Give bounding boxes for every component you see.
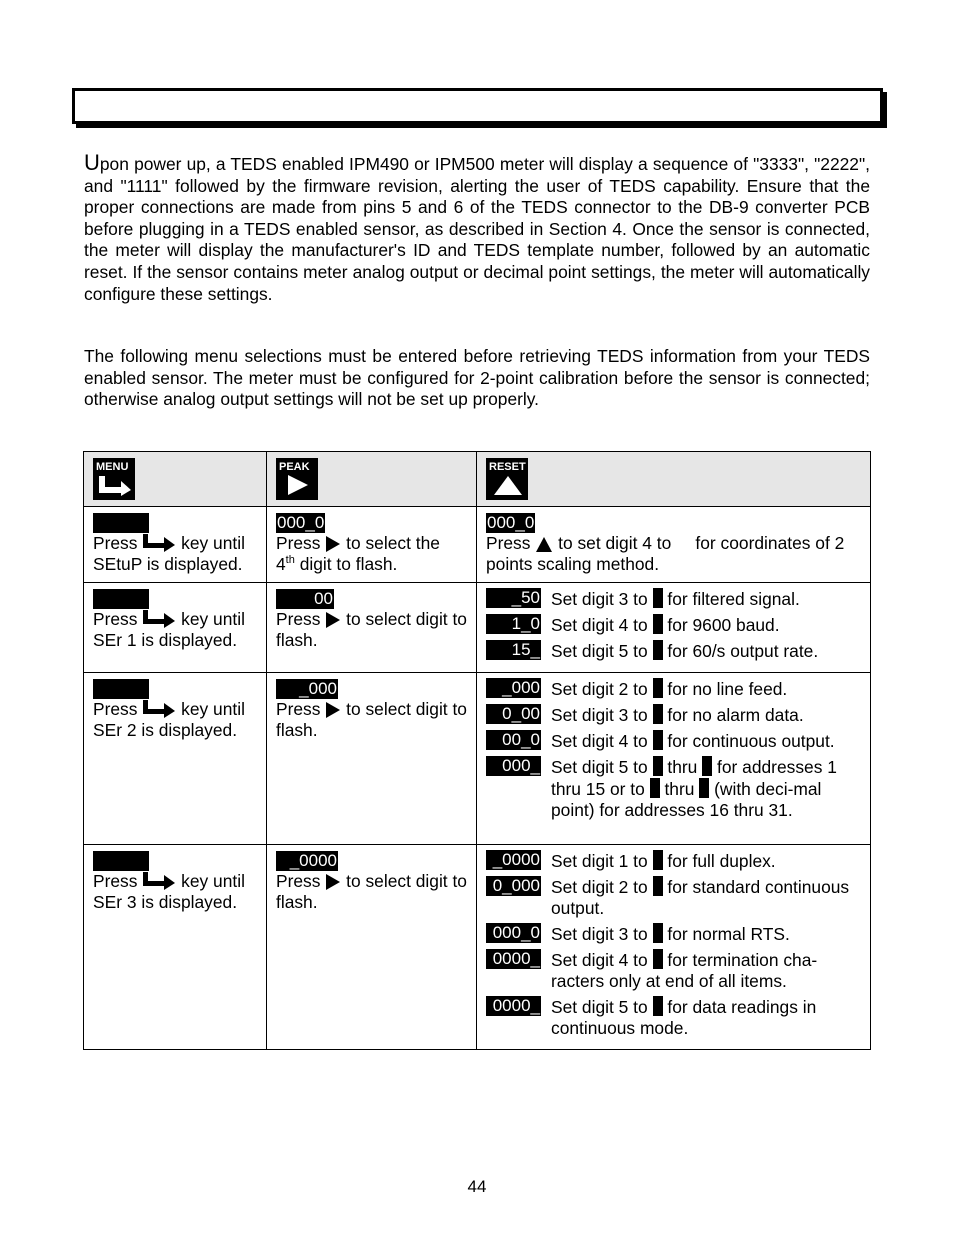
setting-row: 0_00 Set digit 3 to for no alarm data. [486, 704, 862, 726]
digit-box [653, 640, 663, 660]
reset-cell [477, 845, 871, 1050]
menu-cell: Press key until SEr 3 is displayed. [84, 845, 267, 1050]
page-number: 44 [467, 1177, 487, 1196]
setting-row: 000_ Set digit 5 to thru for addresses 1 thru 15 or to thru (with deci-mal point) for addresses 16 thru 31. [486, 756, 862, 821]
table-row [84, 583, 871, 673]
reset-cell [477, 673, 871, 845]
menu-cell: Press key until SEr 1 is displayed. [84, 583, 267, 673]
menu-cell: Press key until SEr 2 is displayed. [84, 673, 267, 845]
lcd-display [93, 851, 149, 871]
reset-key-icon: RESET [486, 458, 528, 500]
digit-box [653, 704, 663, 724]
setting-row: _000 Set digit 2 to for no line feed. [486, 678, 862, 700]
menu-arrow-icon [142, 534, 176, 552]
setting-row: _50 Set digit 3 to for filtered signal. [486, 588, 862, 610]
digit-box [702, 756, 712, 776]
lcd-display: 000_0 [277, 513, 325, 532]
table-row [84, 673, 871, 845]
digit-box [653, 850, 663, 870]
menu-arrow-icon [142, 872, 176, 890]
peak-key-header [267, 452, 477, 507]
menu-table [83, 451, 871, 1050]
digit-box [653, 730, 663, 750]
lcd-display: _0000 [276, 851, 338, 871]
menu-arrow-icon [142, 700, 176, 718]
right-triangle-icon [325, 874, 341, 890]
peak-key-icon: PEAK [276, 458, 318, 500]
lcd-display: 000_0 [487, 513, 535, 532]
intro-paragraph [84, 152, 870, 305]
section-header-box [72, 88, 883, 124]
digit-box [699, 778, 709, 798]
table-row [84, 845, 871, 1050]
intro-text: pon power up, a TEDS enabled IPM490 or IPM500 meter will display a sequence of "3333", "2222", and "1111" followed by the firmware revision, alerting the user of TEDS capability. Ensure that the proper connections are made from pins 5 and 6 of the TEDS connector to the DB-9 converter PCB before plugging in a TEDS enabled sensor, as described in Section 4. Once the sensor is connected, the meter will display the manufacturer's ID and TEDS template number, followed by an automatic reset. If the sensor contains meter analog output or decimal point settings, the meter will automatically configure these settings. [84, 154, 870, 304]
table-header-row [84, 452, 871, 507]
lcd-display [93, 513, 149, 533]
reset-key-header [477, 452, 871, 507]
digit-box [653, 923, 663, 943]
lcd-display [93, 679, 149, 699]
menu-cell: Press key until SEtuP is displayed. [84, 507, 267, 583]
digit-box [650, 778, 660, 798]
setting-row: 00_0 Set digit 4 to for continuous output. [486, 730, 862, 752]
up-triangle-icon [490, 474, 526, 496]
up-triangle-icon [535, 536, 553, 552]
setting-row: 0000_ Set digit 5 to for data readings in continuous mode. [486, 996, 862, 1039]
reset-cell [477, 583, 871, 673]
lcd-display: 00 [276, 589, 334, 609]
digit-box [653, 949, 663, 969]
peak-cell: 00 Press to select digit to flash. [267, 583, 477, 673]
setting-row: 0_000 Set digit 2 to for standard continuous output. [486, 876, 862, 919]
setting-row: _0000 Set digit 1 to for full duplex. [486, 850, 862, 872]
setting-row: 1_0 Set digit 4 to for 9600 baud. [486, 614, 862, 636]
setting-row: 0000_ Set digit 4 to for termination cha-racters only at end of all items. [486, 949, 862, 992]
digit-box [653, 756, 663, 776]
instructions-paragraph: The following menu selections must be entered before retrieving TEDS information from your TEDS enabled sensor. The meter must be configured for 2-point calibration before the sensor is connected; otherwise analog output settings will not be set up properly. [84, 346, 870, 410]
right-triangle-icon [325, 536, 341, 552]
menu-arrow-icon [97, 474, 133, 496]
reset-cell: 000_0 Press to set digit 4 to for coordinates of 2 points scaling method. [477, 507, 871, 583]
digit-box [653, 588, 663, 608]
peak-cell: _000 Press to select digit to flash. [267, 673, 477, 845]
menu-arrow-icon [142, 610, 176, 628]
menu-key-icon: MENU [93, 458, 135, 500]
setting-row: 15_ Set digit 5 to for 60/s output rate. [486, 640, 862, 662]
lcd-display [93, 589, 149, 609]
right-triangle-icon [280, 474, 316, 496]
digit-box [653, 678, 663, 698]
drop-cap: U [84, 150, 100, 175]
digit-box [653, 876, 663, 896]
menu-key-header [84, 452, 267, 507]
table-row [84, 507, 871, 583]
digit-box [653, 614, 663, 634]
peak-cell: _0000 Press to select digit to flash. [267, 845, 477, 1050]
lcd-display: _000 [276, 679, 338, 699]
right-triangle-icon [325, 612, 341, 628]
setting-row: 000_0 Set digit 3 to for normal RTS. [486, 923, 862, 945]
peak-cell: 000_0 Press to select the 4th digit to flash. [267, 507, 477, 583]
digit-box [653, 996, 663, 1016]
right-triangle-icon [325, 702, 341, 718]
